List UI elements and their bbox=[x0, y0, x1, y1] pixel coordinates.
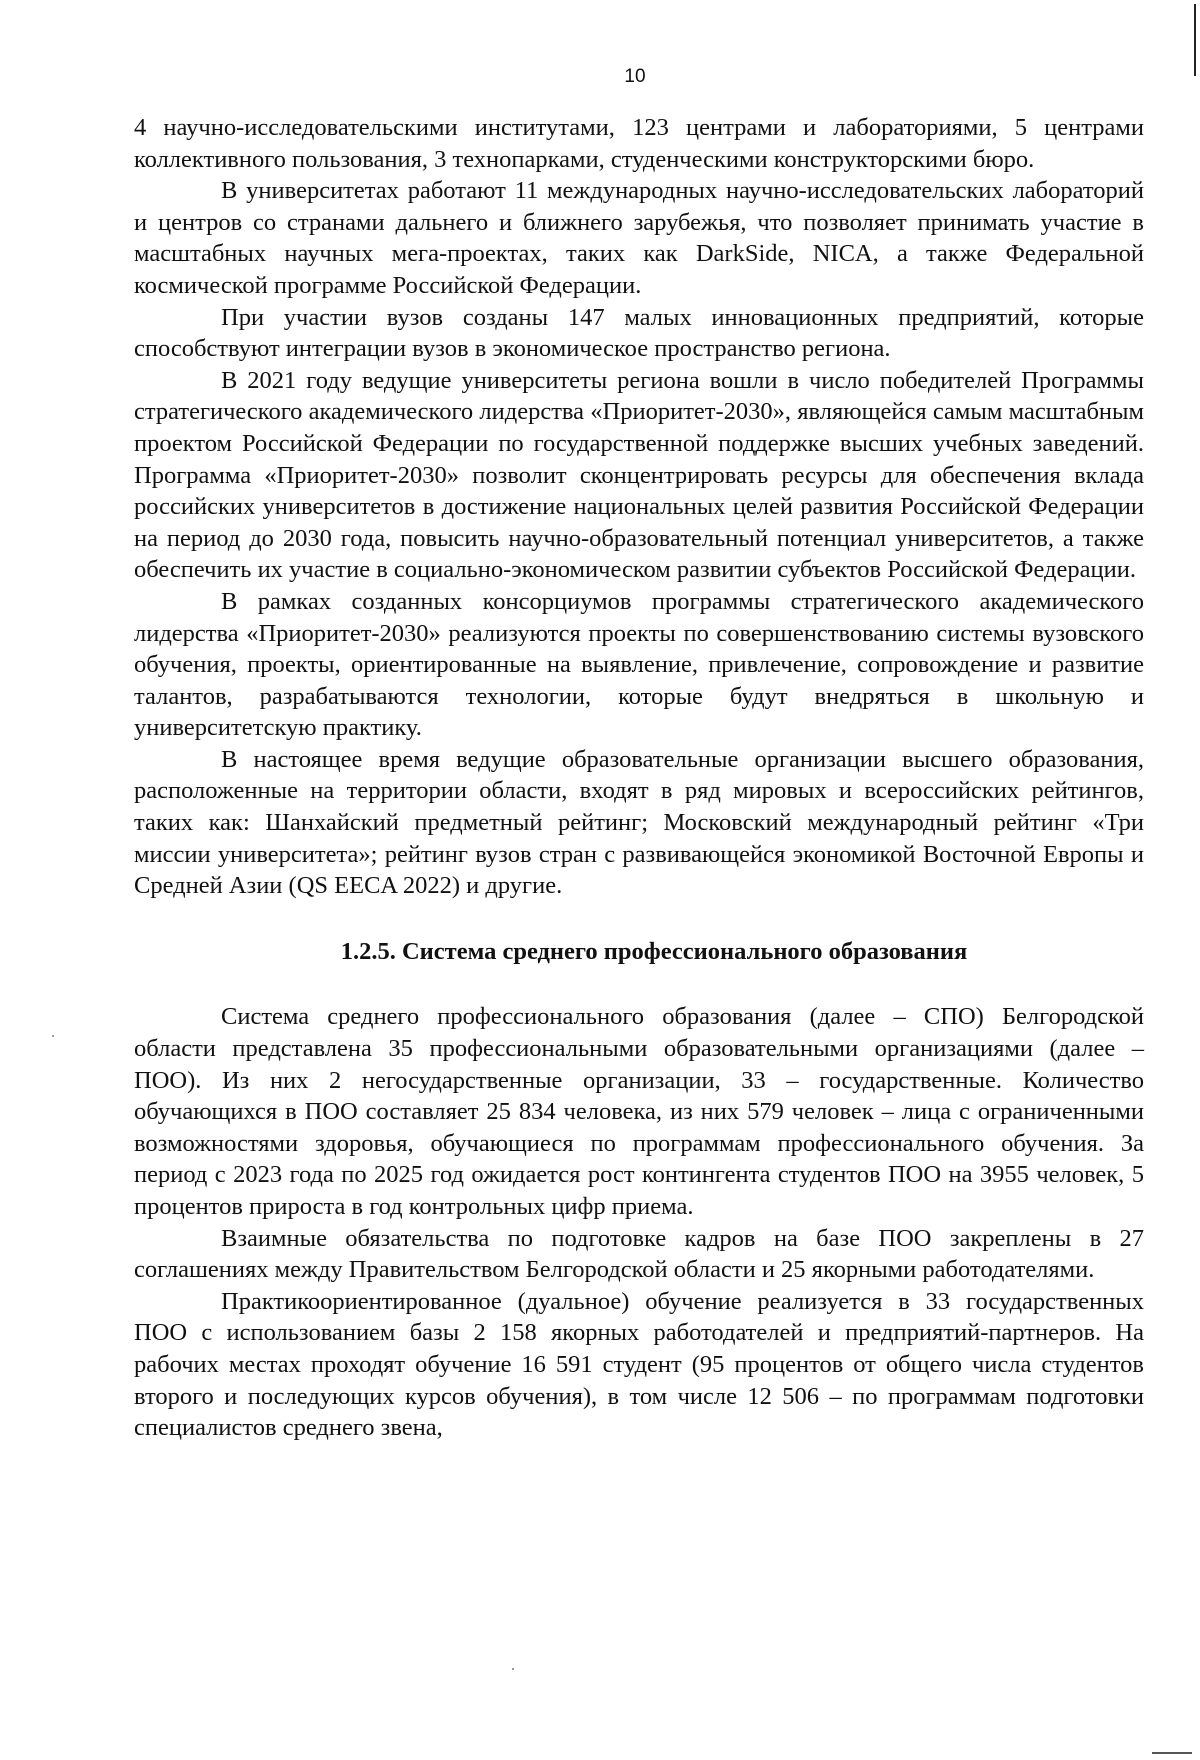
document-body bbox=[134, 112, 1144, 1444]
paragraph: В университетах работают 11 международных научно-исследовательских лабораторий и центров со странами дальнего и ближнего зарубежья, что позволяет принимать участие в масштабных научных мега-проектах, таких как DarkSide, NICA, а также Федеральной космической программе Российской Федерации. bbox=[134, 177, 1144, 299]
paragraph: В 2021 году ведущие университеты региона вошли в число победителей Программы стратегического академического лидерства «Приоритет-2030», являющейся самым масштабным проектом Российской Федерации по государственной поддержке высших учебных заведений. Программа «Приоритет-2030» позволит сконцентрировать ресурсы для обеспечения вклада российских университетов в достижение национальных целей развития Российской Федерации на период до 2030 года, повысить научно-образовательный потенциал университетов, а также обеспечить их участие в социально-экономическом развитии субъектов Российской Федерации. bbox=[134, 366, 1144, 584]
paragraph: При участии вузов созданы 147 малых инновационных предприятий, которые способствуют интеграции вузов в экономическое пространство региона. bbox=[134, 303, 1144, 363]
scan-edge-mark bbox=[1152, 1752, 1192, 1754]
scan-speck bbox=[52, 1035, 54, 1037]
section-heading: 1.2.5. Система среднего профессионального образования bbox=[340, 937, 968, 965]
scan-speck bbox=[512, 1668, 514, 1670]
paragraph: Система среднего профессионального образования (далее – СПО) Белгородской области представлена 35 профессиональными образовательными организациями (далее – ПОО). Из них 2 негосударственные организации, 33 – государственные. Количество обучающихся в ПОО составляет 25 834 человека, из них 579 человек – лица с ограниченными возможностями здоровья, обучающиеся по программам профессионального обучения. За период с 2023 года по 2025 год ожидается рост контингента студентов ПОО на 3955 человек, 5 процентов прироста в год контрольных цифр приема. bbox=[134, 1003, 1144, 1220]
paragraph: 4 научно-исследовательскими институтами, 123 центрами и лабораториями, 5 центрами коллективного пользования, 3 технопарками, студенческими конструкторскими бюро. bbox=[134, 114, 1144, 173]
paragraph: Практикоориентированное (дуальное) обучение реализуется в 33 государственных ПОО с использованием базы 2 158 якорных работодателей и предприятий-партнеров. На рабочих местах проходят обучение 16 591 студент (95 процентов от общего числа студентов второго и последующих курсов обучения), в том числе 12 506 – по программам подготовки специалистов среднего звена, bbox=[134, 1287, 1144, 1442]
paragraph: В рамках созданных консорциумов программы стратегического академического лидерства «Приоритет-2030» реализуются проекты по совершенствованию системы вузовского обучения, проекты, ориентированные на выявление, привлечение, сопровождение и развитие талантов, разрабатываются технологии, которые будут внедряться в школьную и университетскую практику. bbox=[134, 587, 1144, 742]
paragraph: В настоящее время ведущие образовательные организации высшего образования, расположенные на территории области, входят в ряд мировых и всероссийских рейтингов, таких как: Шанхайский предметный рейтинг; Московский международный рейтинг «Три миссии университета»; рейтинг вузов стран с развивающейся экономикой Восточной Европы и Средней Азии (QS EECA 2022) и другие. bbox=[134, 745, 1144, 900]
page-number: 10 bbox=[624, 66, 646, 87]
paragraph: Взаимные обязательства по подготовке кадров на базе ПОО закреплены в 27 соглашениях между Правительством Белгородской области и 25 якорными работодателями. bbox=[134, 1224, 1144, 1284]
